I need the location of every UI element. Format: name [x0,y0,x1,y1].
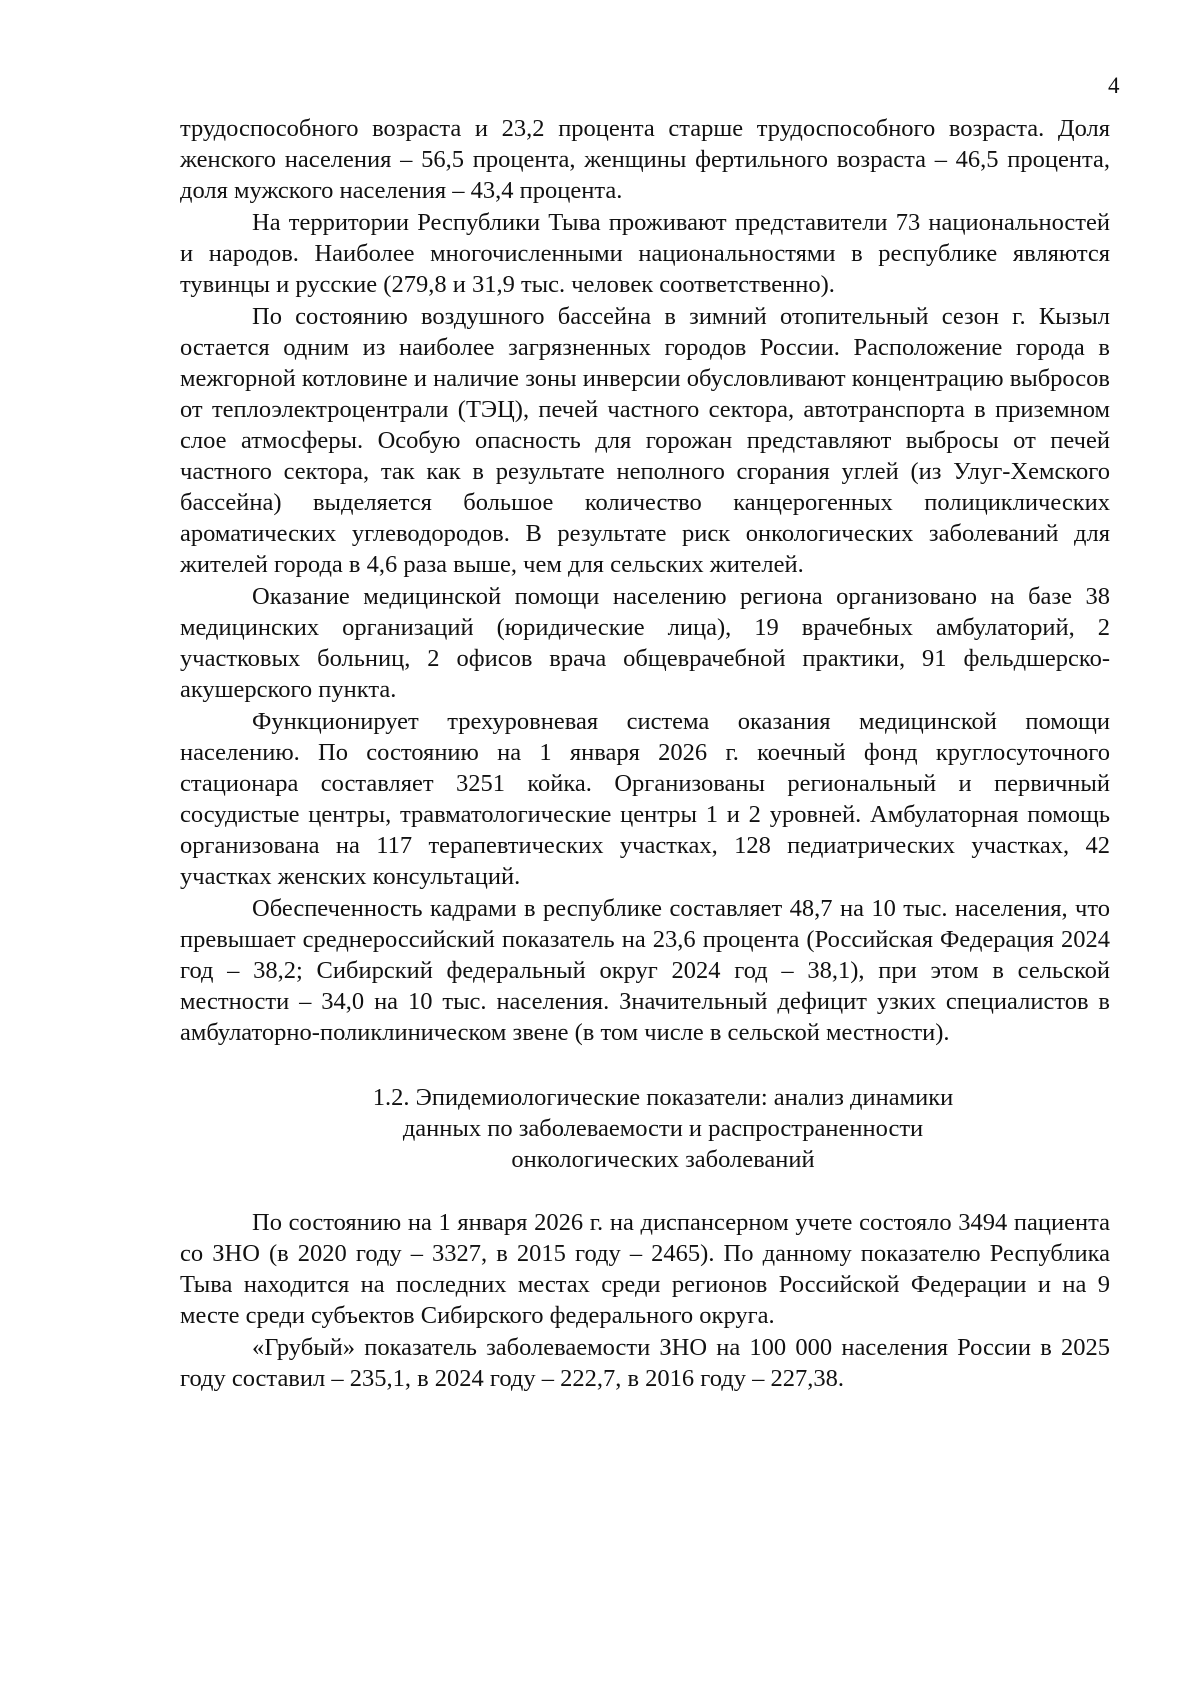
paragraph-nationalities: На территории Республики Тыва проживают представители 73 национальностей и народов. Наиболее многочисленными национальностями в республике являются тувинцы и русские (279,8 и 31,9 тыс. человек соответственно). [180,209,1110,298]
paragraph-crude-incidence: «Грубый» показатель заболеваемости ЗНО на 100 000 населения России в 2025 году составил – 235,1, в 2024 году – 222,7, в 2016 году – 227,38. [180,1334,1110,1392]
paragraph-medical-organizations: Оказание медицинской помощи населению региона организовано на базе 38 медицинских организаций (юридические лица), 19 врачебных амбулаторий, 2 участковых больниц, 2 офисов врача общеврачебной практики, 91 фельдшерско-акушерского пункта. [180,583,1110,703]
section-heading [180,1082,1110,1175]
section-heading-line-3: онкологических заболеваний [511,1146,815,1173]
section-heading-line-1: 1.2. Эпидемиологические показатели: анализ динамики [372,1084,954,1111]
page-number: 4 [1108,73,1120,98]
paragraph-care-system: Функционирует трехуровневая система оказания медицинской помощи населению. По состоянию на 1 января 2026 г. коечный фонд круглосуточного стационара составляет 3251 койка. Организованы региональный и первичный сосудистые центры, травматологические центры 1 и 2 уровней. Амбулаторная помощь организована на 117 терапевтических участках, 128 педиатрических участках, 42 участках женских консультаций. [180,708,1110,890]
document-body [180,113,1110,1395]
paragraph-air-pollution: По состоянию воздушного бассейна в зимний отопительный сезон г. Кызыл остается одним из наиболее загрязненных городов России. Расположение города в межгорной котловине и наличие зоны инверсии обусловливают концентрацию выбросов от теплоэлектроцентрали (ТЭЦ), печей частного сектора, автотранспорта в приземном слое атмосферы. Особую опасность для горожан представляют выбросы от печей частного сектора, так как в результате неполного сгорания углей (из Улуг-Хемского бассейна) выделяется большое количество канцерогенных полициклических ароматических углеводородов. В результате риск онкологических заболеваний для жителей города в 4,6 раза выше, чем для сельских жителей. [180,303,1110,578]
paragraph-dispensary-registry: По состоянию на 1 января 2026 г. на диспансерном учете состояло 3494 пациента со ЗНО (в 2020 году – 3327, в 2015 году – 2465). По данному показателю Республика Тыва находится на последних местах среди регионов Российской Федерации и на 9 месте среди субъектов Сибирского федерального округа. [180,1209,1110,1329]
paragraph-staffing: Обеспеченность кадрами в республике составляет 48,7 на 10 тыс. населения, что превышает среднероссийский показатель на 23,6 процента (Российская Федерация 2024 год – 38,2; Сибирский федеральный округ 2024 год – 38,1), при этом в сельской местности – 34,0 на 10 тыс. населения. Значительный дефицит узких специалистов в амбулаторно-поликлиническом звене (в том числе в сельской местности). [180,895,1110,1046]
section-heading-line-2: данных по заболеваемости и распространенности [402,1115,924,1142]
paragraph-population-structure: трудоспособного возраста и 23,2 процента старше трудоспособного возраста. Доля женского населения – 56,5 процента, женщины фертильного возраста – 46,5 процента, доля мужского населения – 43,4 процента. [180,115,1110,204]
